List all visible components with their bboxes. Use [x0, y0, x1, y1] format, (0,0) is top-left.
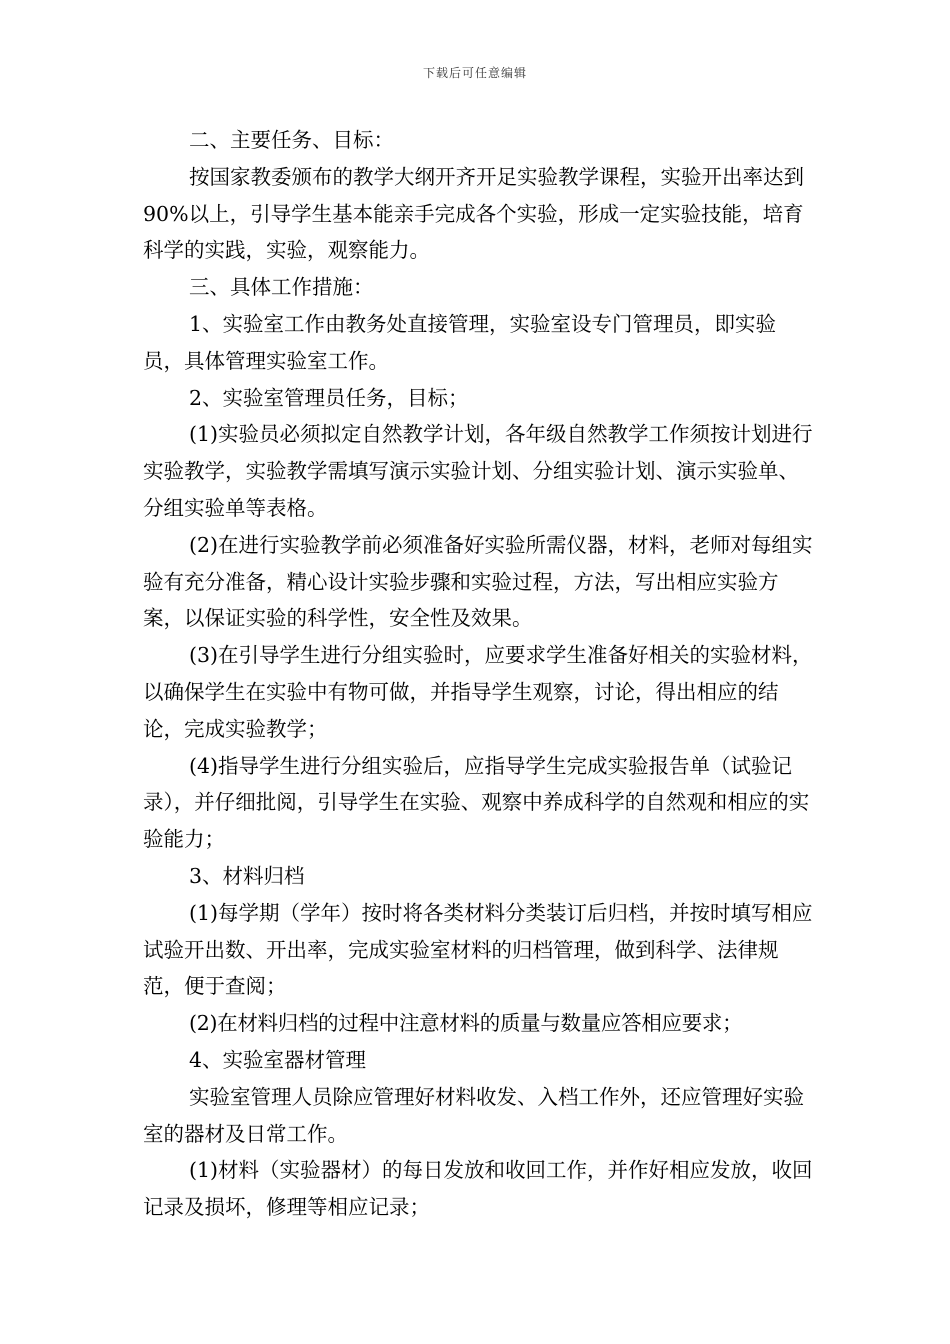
- page-header-note: 下载后可任意编辑: [422, 66, 527, 80]
- document-body: [143, 122, 813, 1226]
- subsection-heading: 3、材料归档: [189, 863, 305, 888]
- list-item: (3)在引导学生进行分组实验时，应要求学生准备好相关的实验材料，以确保学生在实验中有物可做，并指导学生观察，讨论，得出相应的结论，完成实验教学；: [143, 643, 813, 741]
- paragraph: 实验室管理人员除应管理好材料收发、入档工作外，还应管理好实验室的器材及日常工作。: [143, 1084, 804, 1146]
- list-item: (4)指导学生进行分组实验后，应指导学生完成实验报告单（试验记录），并仔细批阅，引导学生在实验、观察中养成科学的自然观和相应的实验能力；: [143, 753, 810, 852]
- subsection-heading: 2、实验室管理员任务，目标；: [189, 385, 469, 410]
- section-heading-measures: 三、具体工作措施：: [189, 275, 374, 300]
- list-item: (1)材料（实验器材）的每日发放和收回工作，并作好相应发放，收回记录及损坏，修理等相应记录；: [143, 1158, 813, 1220]
- list-item: (1)每学期（学年）按时将各类材料分类装订后归档，并按时填写相应试验开出数、开出率，完成实验室材料的归档管理，做到科学、法律规范，便于查阅；: [143, 900, 813, 999]
- paragraph: 1、实验室工作由教务处直接管理，实验室设专门管理员，即实验员，具体管理实验室工作。: [143, 311, 777, 373]
- subsection-heading: 4、实验室器材管理: [189, 1047, 367, 1072]
- list-item: (2)在进行实验教学前必须准备好实验所需仪器，材料，老师对每组实验有充分准备，精心设计实验步骤和实验过程，方法，写出相应实验方案，以保证实验的科学性，安全性及效果。: [143, 532, 813, 631]
- list-item: (1)实验员必须拟定自然教学计划，各年级自然教学工作须按计划进行实验教学，实验教学需填写演示实验计划、分组实验计划、演示实验单、分组实验单等表格。: [143, 422, 813, 520]
- list-item: (2)在材料归档的过程中注意材料的质量与数量应答相应要求；: [189, 1011, 743, 1036]
- section-heading-tasks: 二、主要任务、目标：: [189, 128, 394, 152]
- paragraph: 按国家教委颁布的教学大纲开齐开足实验教学课程，实验开出率达到90%以上，引导学生基本能亲手完成各个实验，形成一定实验技能，培育科学的实践，实验，观察能力。: [143, 164, 804, 263]
